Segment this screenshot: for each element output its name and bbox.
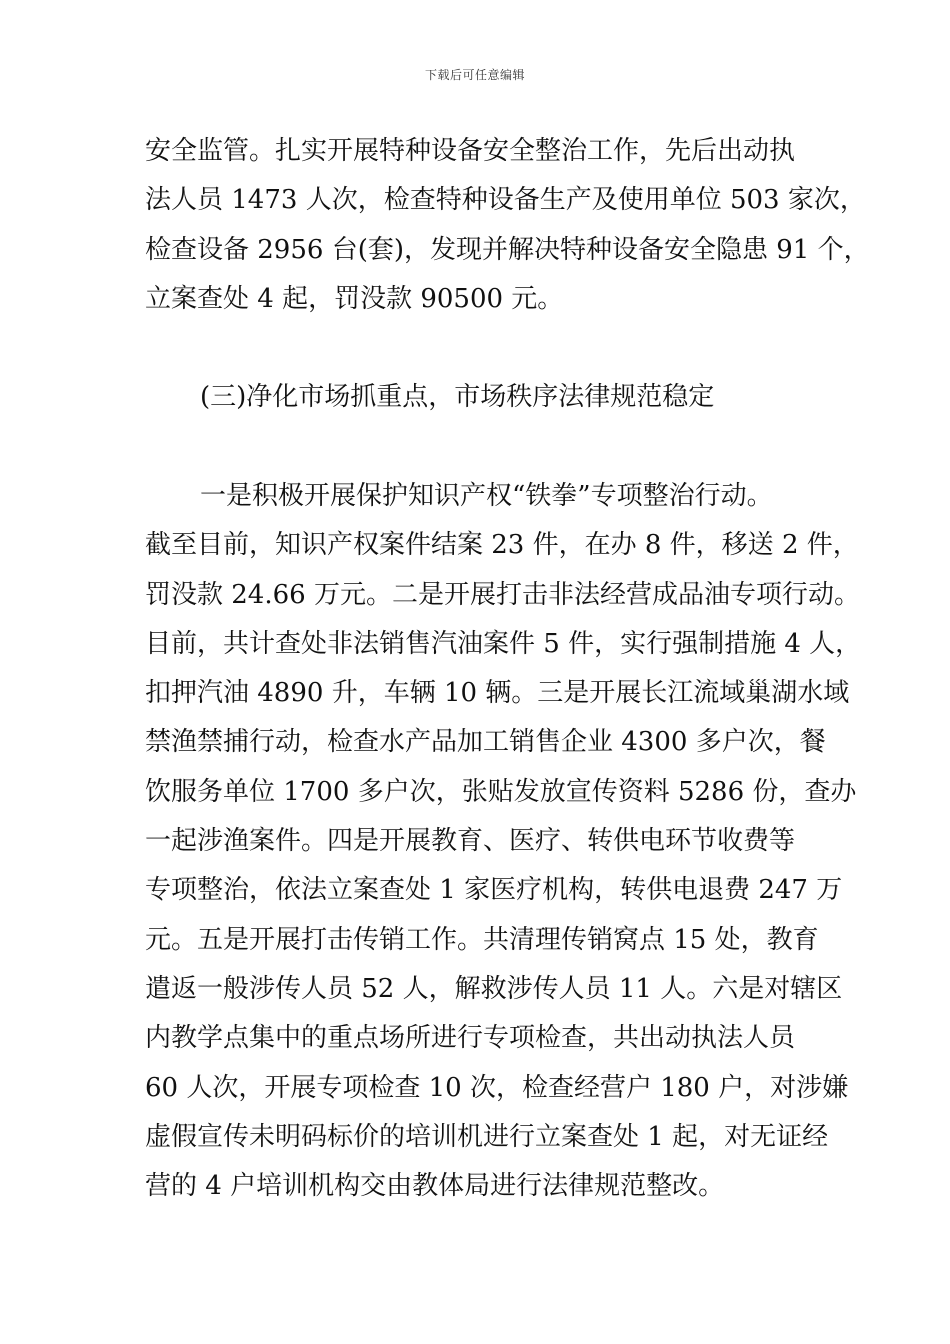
text-line: 虚假宣传未明码标价的培训机进行立案查处 1 起，对无证经 (145, 1121, 829, 1152)
text-line: 禁渔禁捕行动，检查水产品加工销售企业 4300 多户次，餐 (145, 727, 826, 758)
paragraph-market-actions (145, 472, 862, 1211)
text-line: 安全监管。扎实开展特种设备安全整治工作，先后出动执 (145, 136, 796, 166)
text-line: 专项整治，依法立案查处 1 家医疗机构，转供电退费 247 万 (145, 875, 843, 906)
section-heading (145, 373, 825, 422)
section-heading-text: (三)净化市场抓重点，市场秩序法律规范稳定 (200, 382, 715, 412)
text-line: 检查设备 2956 台(套)，发现并解决特种设备安全隐患 91 个， (145, 234, 870, 265)
text-line: 一起涉渔案件。四是开展教育、医疗、转供电环节收费等 (145, 826, 796, 857)
text-line: 60 人次，开展专项检查 10 次，检查经营户 180 户，对涉嫌 (145, 1072, 849, 1103)
text-line: 扣押汽油 4890 升，车辆 10 辆。三是开展长江流域巢湖水域 (145, 678, 850, 709)
text-line: 元。五是开展打击传销工作。共清理传销窝点 15 处，教育 (145, 924, 819, 955)
text-line: 内教学点集中的重点场所进行专项检查，共出动执法人员 (145, 1023, 796, 1054)
text-line: 立案查处 4 起，罚没款 90500 元。 (145, 283, 564, 314)
text-line: 目前，共计查处非法销售汽油案件 5 件，实行强制措施 4 人， (145, 628, 862, 659)
text-line: 营的 4 户培训机构交由教体局进行法律规范整改。 (145, 1171, 725, 1202)
text-line: 遣返一般涉传人员 52 人，解救涉传人员 11 人。六是对辖区 (145, 973, 843, 1004)
text-line: 一是积极开展保护知识产权“铁拳”专项整治行动。 (200, 481, 773, 511)
page-header: 下载后可任意编辑 (424, 68, 525, 82)
text-line: 截至目前，知识产权案件结案 23 件，在办 8 件，移送 2 件， (145, 530, 859, 561)
text-line: 饮服务单位 1700 多户次，张贴发放宣传资料 5286 份，查办 (145, 776, 857, 807)
text-line: 罚没款 24.66 万元。二是开展打击非法经营成品油专项行动。 (145, 579, 860, 610)
text-line: 法人员 1473 人次，检查特种设备生产及使用单位 503 家次， (145, 185, 866, 216)
paragraph-special-equipment (145, 127, 870, 324)
